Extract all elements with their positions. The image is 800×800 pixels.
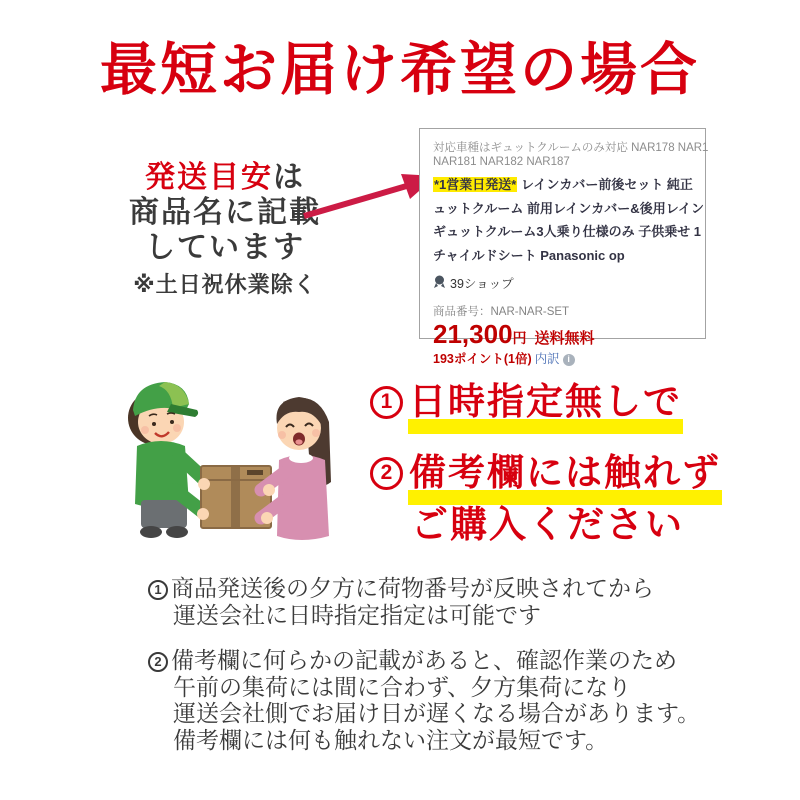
delivery-illustration [103,370,333,560]
product-title-line2: ュットクルーム 前用レインカバー&後用レイン [433,200,705,216]
item-number-row [433,303,705,319]
instruction-2-text: 備考欄には触れず [409,452,721,493]
item-number-value: NAR-NAR-SET [490,306,570,318]
product-listing-screenshot [419,128,709,366]
instruction-1-number: 1 [370,386,403,419]
product-title-line3: ギュットクルーム3人乗り仕様のみ 子供乗せ 1 [433,224,702,239]
product-title-line4: チャイルドシート Panasonic op [433,247,625,263]
free-shipping-label: 送料無料 [534,330,595,347]
price-value: 21,300 [433,319,513,349]
footnote-2-text1: 備考欄に何らかの記載があると、確認作業のため [171,647,677,673]
footnote-1-line1 [148,575,728,602]
item-number-label: 商品番号： [433,306,491,318]
pointer-arrow-icon [298,168,438,226]
footnote-2-line3: 運送会社側でお届け日が遅くなる場合があります。 [173,700,701,726]
price-row [433,319,705,351]
product-desc-line2: NAR181 NAR182 NAR187 [433,155,570,168]
shipping-note-disclaimer: ※土日祝休業除く [133,272,317,297]
product-desc-line1: 対応車種はギュットクルームのみ対応 NAR178 NAR1 [433,142,709,154]
instruction-1-text: 日時指定無しで [409,381,682,422]
footnote-2-line1 [148,647,728,674]
shipping-note-keyword: 発送目安 [145,161,273,194]
price-unit: 円 [512,330,527,346]
footnote-1 [148,575,728,628]
points-row [433,352,705,367]
shop-badge [433,274,705,292]
instruction-2-number: 2 [370,457,403,490]
footnote-1-text1: 商品発送後の夕方に荷物番号が反映されてから [171,575,654,601]
footnote-1-number: 1 [148,580,168,600]
instruction-2 [370,453,721,493]
shop-badge-label: 39ショップ [450,277,514,291]
footnote-2-number: 2 [148,652,168,672]
page-title: 最短お届け希望の場合 [100,38,700,102]
footnote-1-line2: 運送会社に日時指定指定は可能です [173,601,541,628]
instruction-3 [370,505,684,545]
info-icon: i [563,354,575,366]
product-title-line1-rest: レインカバー前後セット 純正 [517,177,693,192]
shipping-note-line2: 商品名に記載 [129,196,321,229]
instruction-1 [370,382,682,422]
shipping-note-line3: しています [145,231,305,264]
footnote-2 [148,647,728,753]
shipping-note-particle: は [273,161,305,194]
footnotes [148,575,728,772]
shop-medal-icon [433,275,446,292]
points-detail-link: 内訳 [534,352,560,366]
footnote-2-line2: 午前の集荷には間に合わず、夕方集荷になり [173,673,632,700]
product-title-line1 [433,178,705,193]
footnote-2-line4: 備考欄には何も触れない注文が最短です。 [173,726,609,753]
instruction-3-text: ご購入ください [411,504,684,545]
shipping-highlight-badge: *1営業日発送* [434,177,517,192]
points-value: 193ポイント(1倍) [433,352,532,366]
